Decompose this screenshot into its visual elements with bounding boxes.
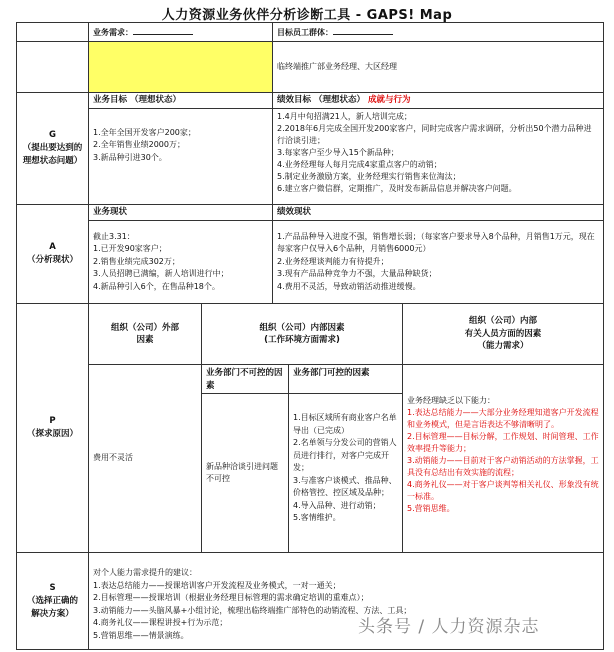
target-group-header — [272, 22, 604, 42]
list-item: 3.动销能力——头脑风暴+小组讨论，梳理出临终端推广部特色的动销流程、方法、工具； — [93, 605, 412, 615]
list-item: 3.动销能力——目前对于客户动销活动的方法掌握，工具没有总结出有效实施的流程； — [407, 456, 599, 477]
business-need-blank — [133, 26, 193, 35]
s-desc-line: （选择正确的 — [26, 595, 78, 606]
business-need-value — [88, 41, 273, 93]
list-item: 2.销售业绩完成302万； — [93, 256, 180, 266]
a-business-status-title: 业务现状 — [89, 205, 272, 221]
list-item: 3.每家客户至少导入15个新品种； — [277, 147, 399, 157]
s-desc-line: 解决方案） — [31, 608, 74, 619]
list-item: 1.全年全国开发客户200家； — [93, 127, 196, 137]
a-performance-status-cell — [272, 204, 604, 304]
list-item: 4.商务礼仪——对于客户谈判等相关礼仪、形象没有统一标准。 — [407, 480, 599, 501]
p-letter: P — [49, 416, 56, 426]
list-item: 3.现有产品品种竞争力不强，大量品种缺货； — [277, 269, 437, 278]
a-letter: A — [49, 242, 56, 252]
p-external-value-cell — [88, 364, 202, 553]
g-performance-goal-title: 绩效目标 （理想状态） — [277, 95, 365, 105]
g-business-goal-cell — [88, 92, 273, 205]
s-intro: 对个人能力需求提升的建议： — [93, 568, 197, 577]
list-item: 3.新品种引进30个。 — [93, 152, 167, 162]
p-people-header-line: （能力需求） — [477, 341, 529, 352]
list-item: 5.制定业务激励方案，业务经理实行销售来位淘汰； — [277, 171, 461, 181]
list-item: 1.目标区域所有商业客户名单导出（已完成） — [293, 413, 397, 435]
p-people-header-line: 有关人员方面的因素 — [464, 328, 542, 339]
g-label-cell — [16, 92, 89, 205]
a-desc-line: （分析现状） — [26, 255, 78, 265]
p-uncontrollable-value-cell — [201, 393, 289, 553]
p-external-header-line: 因素 — [136, 335, 154, 345]
g-performance-goal-tag: 成就与行为 — [367, 95, 411, 105]
page-title: 人力资源业务伙伴分析诊断工具 - GAPS! Map — [161, 8, 453, 23]
watermark: 头条号 / 人力资源杂志 — [358, 617, 540, 637]
list-item: 3.人员招聘已满编，新人培训进行中； — [93, 269, 229, 278]
g-performance-goal-header — [273, 93, 603, 109]
list-item: 2.业务经理谈判能力有待提升； — [277, 256, 389, 266]
list-item: 截止3.31： — [93, 231, 135, 241]
list-item: 5.营销思维。 — [407, 504, 455, 513]
p-people-value-cell — [402, 364, 604, 553]
list-item: 2.目标管理——目标分解，工作规划、时间管理、工作效率提升等能力； — [407, 432, 599, 453]
a-performance-status-title: 绩效现状 — [273, 205, 603, 221]
s-label-cell — [16, 552, 89, 650]
p-external-header — [88, 303, 202, 365]
p-external-value: 费用不灵活 — [93, 453, 133, 463]
p-desc-line: （探求原因） — [26, 429, 78, 439]
a-business-status-cell — [88, 204, 273, 304]
blank-label-cell — [16, 41, 89, 93]
business-need-header — [88, 22, 273, 42]
list-item: 2.名单领与分发公司的营销人员进行排行，对客户完成开发； — [293, 438, 397, 472]
list-item: 3.与准客户谈模式、推品种、价格管控、控区域及品种； — [293, 475, 397, 497]
list-item: 4.商务礼仪——课程讲授+行为示范； — [93, 618, 228, 627]
list-item: 1.表达总结能力——大部分业务经理知道客户开发流程和业务模式，但是言语表达不够清晰明了。 — [407, 408, 599, 429]
list-item: 2.2018年6月完成全国开发200家客户，同时完成客户需求调研，分析出50个潜力品种进行洽谈引进； — [277, 123, 592, 145]
list-item: 4.导入品种、进行动销； — [293, 500, 381, 510]
p-external-header-line: 组织（公司）外部 — [110, 322, 179, 333]
list-item: 4.新品种引入6个，在售品种18个。 — [93, 281, 220, 291]
business-need-label: 业务需求： — [93, 28, 133, 37]
header-corner-cell — [16, 22, 89, 42]
g-desc-line: （提出要达到的 — [22, 143, 83, 153]
p-controllable-header: 业务部门可控的因素 — [288, 364, 403, 394]
a-label-cell — [16, 204, 89, 304]
list-item: 4.业务经理每人每月完成4家重点客户的动销； — [277, 159, 442, 169]
p-label-cell — [16, 303, 89, 553]
p-uncontrollable-value: 新品种洽谈引进问题不可控 — [206, 461, 278, 483]
p-internal-header — [201, 303, 403, 365]
p-people-intro: 业务经理缺乏以下能力： — [407, 396, 495, 405]
p-controllable-value-cell — [288, 393, 403, 553]
g-performance-goal-cell — [272, 92, 604, 205]
list-item: 4.费用不灵活，导致动销活动推进缓慢。 — [277, 281, 421, 291]
target-group-value-cell — [272, 41, 604, 93]
target-group-label: 目标员工群体： — [277, 28, 333, 37]
s-letter: S — [49, 582, 56, 593]
g-letter: G — [49, 130, 56, 140]
p-people-header-line: 组织（公司）内部 — [468, 316, 537, 327]
target-group-blank — [333, 26, 393, 35]
g-desc-line: 理想状态问题） — [22, 156, 83, 166]
target-group-value: 临终端推广部业务经理、大区经理 — [277, 61, 397, 71]
list-item: 1.已开发90家客户； — [93, 244, 167, 253]
g-business-goal-title: 业务目标 （理想状态） — [89, 93, 272, 109]
p-uncontrollable-header: 业务部门不可控的因素 — [201, 364, 289, 394]
list-item: 1.产品品种导入进度不强，销售增长弱；（每家客户要求导入8个品种，月销售1万元，现在每家客户仅导入6个品种，月销售6000元） — [277, 231, 595, 253]
list-item: 1.表达总结能力——授课培训客户开发流程及业务模式，一对一通关； — [93, 580, 341, 590]
list-item: 5.营销思维——情景演练。 — [93, 630, 189, 640]
p-people-header — [402, 303, 604, 365]
list-item: 2.目标管理——授课培训（根据业务经理目标管理的需求确定培训的重难点）； — [93, 593, 369, 602]
list-item: 1.4月中旬招满21人，新人培训完成； — [277, 111, 412, 121]
list-item: 2.全年销售业绩2000万； — [93, 140, 185, 149]
list-item: 5.客情维护。 — [293, 513, 341, 522]
p-internal-header-line: (工作环境方面需求) — [264, 335, 340, 345]
p-internal-header-line: 组织（公司）内部因素 — [259, 322, 345, 333]
list-item: 6.建立客户微信群，定期推广，及时发布新品信息并解决客户问题。 — [277, 183, 517, 193]
gaps-map-table — [16, 22, 604, 650]
